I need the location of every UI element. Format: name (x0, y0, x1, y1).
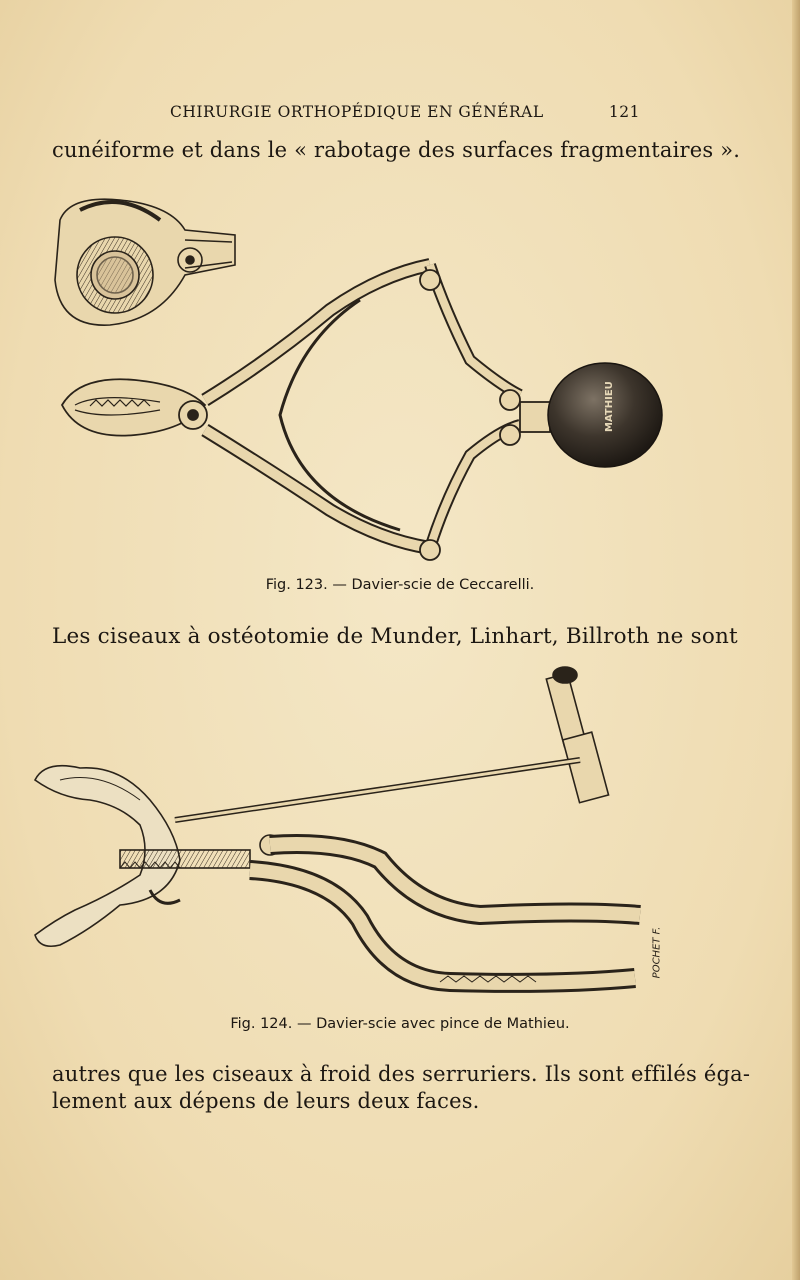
ball-handle (548, 363, 662, 467)
figure-124-caption: Fig. 124. — Davier-scie avec pince de Mathieu. (230, 1016, 570, 1032)
figure-124-illustration (0, 660, 800, 1010)
maker-mark-mathieu: MATHIEU (604, 381, 615, 432)
running-title: CHIRURGIE ORTHOPÉDIQUE EN GÉNÉRAL (170, 103, 544, 121)
running-head (170, 103, 640, 121)
engraver-signature-text: POCHET F. (651, 926, 663, 979)
figure-123-caption: Fig. 123. — Davier-scie de Ceccarelli. (265, 577, 535, 593)
saw-forceps-drawing (120, 667, 640, 983)
page-number: 121 (608, 103, 640, 121)
figure-123 (0, 180, 800, 580)
jaw-detail-drawing (55, 199, 235, 325)
engraver-signature (647, 915, 667, 990)
figure-124 (0, 660, 800, 1010)
body-text-line-2: Les ciseaux à ostéotomie de Munder, Linhart, Billroth ne sont (52, 624, 738, 649)
body-text-line-1: cunéiforme et dans le « rabotage des surfaces fragmentaires ». (52, 138, 741, 162)
figure-123-illustration (0, 180, 800, 580)
body-text-line-4: lement aux dépens de leurs deux faces. (52, 1089, 480, 1113)
body-text-line-3: autres que les ciseaux à froid des serruriers. Ils sont effilés éga- (52, 1062, 751, 1086)
